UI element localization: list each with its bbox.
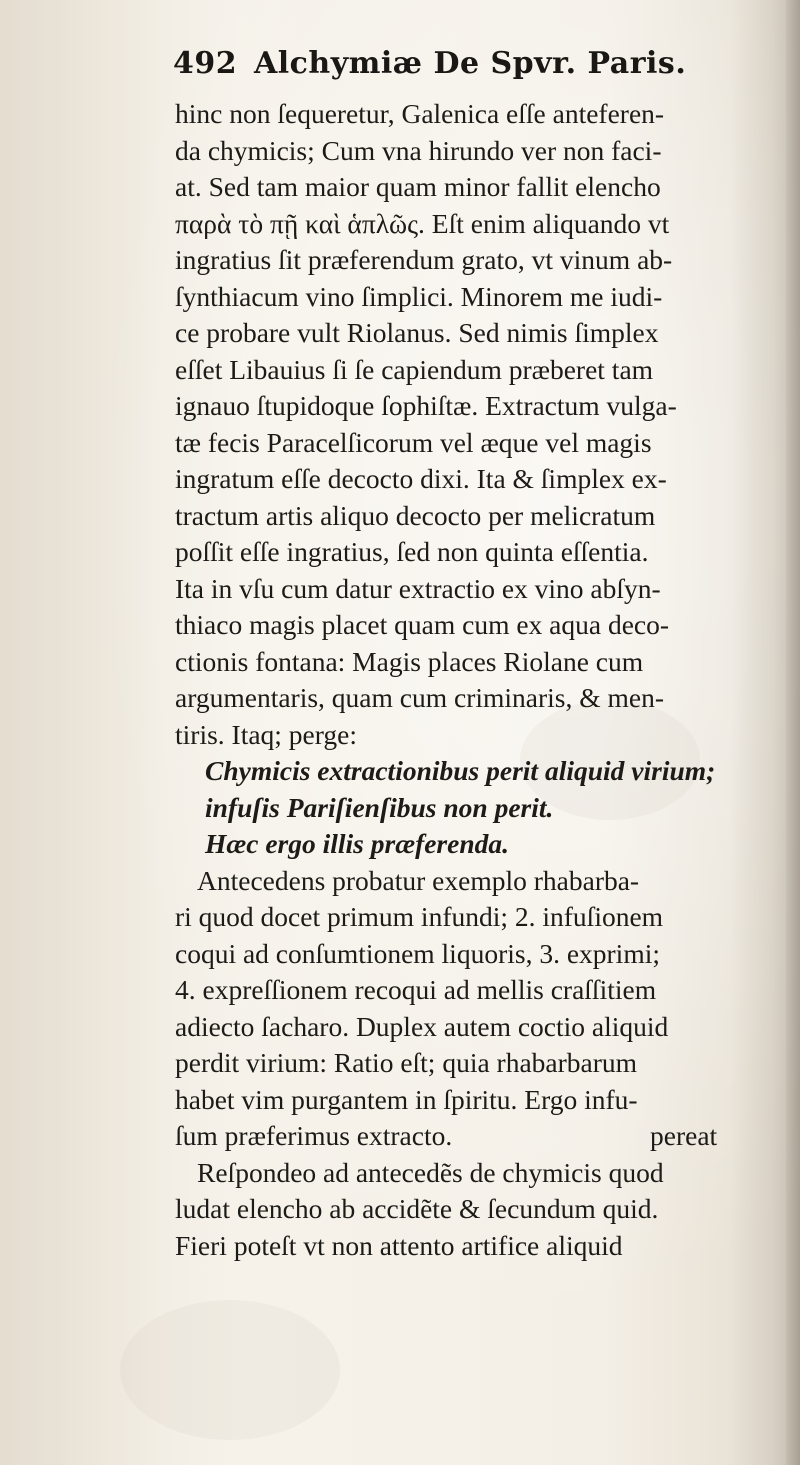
line-text: ingratius ſit præferendum grato, vt vinum ab- [175, 244, 673, 275]
line-text: ludat elencho ab accidẽte & ſecundum quid. [175, 1193, 659, 1224]
text-line [175, 96, 775, 133]
italic-line [175, 753, 775, 790]
line-text: Reſpondeo ad antecedẽs de chymicis quod [197, 1156, 664, 1188]
page-number: 492 [173, 46, 238, 81]
line-text: tiris. Itaq; perge: [175, 718, 358, 750]
text-line [175, 388, 775, 425]
italic-line [175, 790, 775, 827]
text-line [175, 644, 775, 681]
text-line [175, 279, 775, 316]
text-line [175, 425, 775, 462]
text-line [175, 936, 775, 973]
line-text: ſum præferimus extracto. [175, 1120, 453, 1151]
line-text: tæ fecis Paracelſicorum vel æque vel magis [175, 426, 652, 458]
main-text [175, 96, 775, 1264]
line-text: παρὰ τὸ πῇ καὶ ἁπλῶς. Eſt enim aliquando vt [175, 207, 670, 239]
text-line [175, 498, 775, 535]
line-text: ſynthiacum vino ſimplici. Minorem me iudi- [175, 280, 663, 312]
page-fold-shading [0, 0, 160, 1465]
text-line [175, 680, 775, 717]
line-text: Fieri poteſt vt non attento artifice aliquid [175, 1229, 623, 1261]
line-text: habet vim purgantem in ſpiritu. Ergo infu- [175, 1083, 638, 1115]
text-line [175, 899, 775, 936]
line-text: at. Sed tam maior quam minor fallit elencho [175, 171, 661, 202]
line-text: Ita in vſu cum datur extractio ex vino abſyn- [175, 572, 661, 604]
line-text: ri quod docet primum infundi; 2. infuſionem [175, 901, 664, 932]
line-text: ce probare vult Riolanus. Sed nimis ſimplex [175, 317, 659, 348]
text-line [175, 242, 775, 279]
text-line [175, 863, 775, 900]
text-line [175, 1228, 775, 1265]
catchword: pereat [650, 1120, 718, 1151]
italic-line [175, 826, 775, 863]
line-text: ctionis fontana: Magis places Riolane cum [175, 645, 644, 677]
line-text: 4. expreſſionem recoqui ad mellis craſſitiem [175, 974, 657, 1005]
text-line [175, 461, 775, 498]
text-line [175, 717, 775, 754]
line-text: perdit virium: Ratio eſt; quia rhabarbarum [175, 1047, 638, 1078]
text-line [175, 352, 775, 389]
line-text: Hæc ergo illis præferenda. [205, 828, 510, 859]
paper-stain [120, 1300, 340, 1440]
text-line [175, 206, 775, 243]
line-text: hinc non ſequeretur, Galenica eſſe anteferen- [175, 98, 665, 129]
running-title: Alchymiæ De Spvr. Paris. [253, 46, 687, 81]
line-text: Chymicis extractionibus perit aliquid virium; [205, 755, 716, 786]
text-line [175, 1082, 775, 1119]
text-line [175, 169, 775, 206]
running-header [173, 46, 773, 96]
text-line [175, 534, 775, 571]
line-text: ingratum eſſe decocto dixi. Ita & ſimplex ex- [175, 463, 667, 494]
page-edge [786, 0, 800, 1465]
text-line [175, 1045, 775, 1082]
line-text: da chymicis; Cum vna hirundo ver non faci- [175, 134, 662, 166]
text-line [175, 133, 775, 170]
line-text: coqui ad conſumtionem liquoris, 3. exprimi; [175, 937, 660, 969]
text-line [175, 1155, 775, 1192]
line-text: adiecto ſacharo. Duplex autem coctio aliquid [175, 1010, 669, 1042]
text-line [175, 1191, 775, 1228]
line-text: argumentaris, quam cum criminaris, & men- [175, 682, 665, 713]
line-text: Antecedens probatur exemplo rhabarba- [197, 864, 640, 896]
line-text: infuſis Pariſienſibus non perit. [205, 791, 554, 823]
text-line [175, 315, 775, 352]
text-line [175, 1009, 775, 1046]
line-text: ignauo ſtupidoque ſophiſtæ. Extractum vulga- [175, 390, 677, 421]
text-line [175, 972, 775, 1009]
text-line [175, 571, 775, 608]
line-text: poſſit eſſe ingratius, ſed non quinta eſſentia. [175, 536, 649, 567]
line-text: eſſet Libauius ſi ſe capiendum præberet tam [175, 353, 654, 385]
line-text: thiaco magis placet quam cum ex aqua deco- [175, 609, 670, 640]
text-line [175, 607, 775, 644]
line-text: tractum artis aliquo decocto per melicratum [175, 499, 656, 531]
